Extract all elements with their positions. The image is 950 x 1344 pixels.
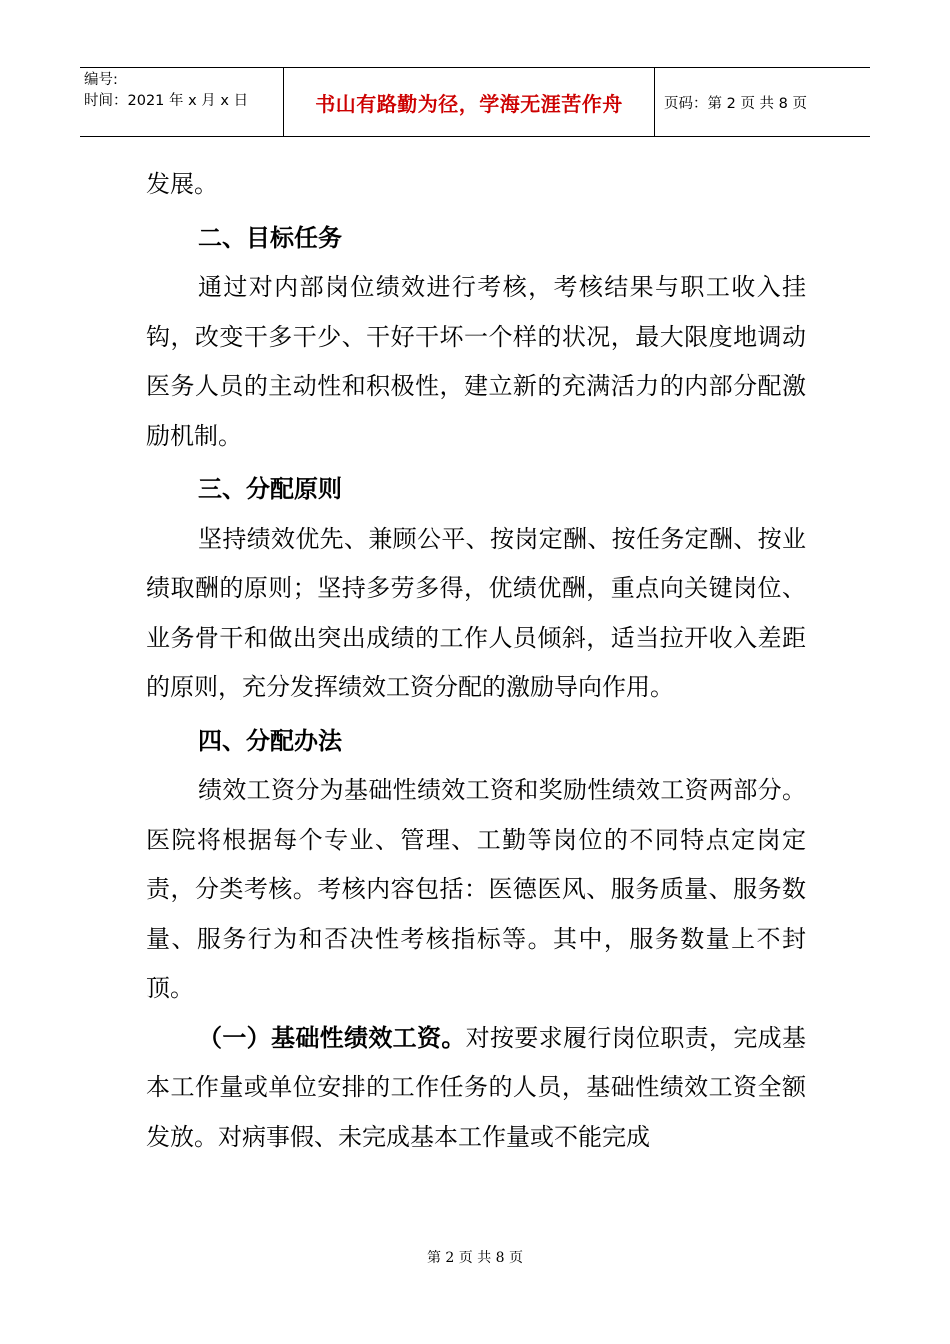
paragraph-principles: 坚持绩效优先、兼顾公平、按岗定酬、按任务定酬、按业绩取酬的原则；坚持多劳多得，优绩优酬，重点向关键岗位、业务骨干和做出突出成绩的工作人员倾斜，适当拉开收入差距的原则，充分发挥绩效工资分配的激励导向作用。: [146, 524, 806, 701]
document-date-label: 时间：2021 年 x 月 x 日: [84, 93, 249, 109]
section-heading-methods: 四、分配办法: [198, 726, 342, 755]
document-body: [146, 160, 806, 1162]
paragraph-methods: 绩效工资分为基础性绩效工资和奖励性绩效工资两部分。医院将根据每个专业、管理、工勤等岗位的不同特点定岗定责，分类考核。考核内容包括：医德医风、服务质量、服务数量、服务行为和否决性考核指标等。其中，服务数量上不封顶。: [146, 776, 806, 1002]
page-header: [80, 67, 870, 137]
paragraph-goals: 通过对内部岗位绩效进行考核，考核结果与职工收入挂钩，改变干多干少、干好干坏一个样的状况，最大限度地调动医务人员的主动性和积极性，建立新的充满活力的内部分配激励机制。: [146, 273, 806, 450]
document-number-label: 编号:: [84, 72, 118, 88]
header-motto: 书山有路勤为径，学海无涯苦作舟: [283, 68, 655, 136]
header-page-info: 页码：第 2 页 共 8 页: [664, 95, 807, 112]
page-footer: 第 2 页 共 8 页: [426, 1250, 524, 1266]
subheading-basic-performance-pay: （一）基础性绩效工资。: [198, 1023, 466, 1052]
section-heading-principles: 三、分配原则: [198, 475, 342, 503]
paragraph-basic-performance-pay-text: 对按要求履行岗位职责，完成基本工作量或单位安排的工作任务的人员，基础性绩效工资全额发放。对病事假、未完成基本工作量或不能完成: [146, 1023, 807, 1151]
paragraph-basic-performance-pay: [146, 1014, 806, 1163]
section-heading-goals: 二、目标任务: [198, 223, 342, 252]
paragraph-continuation: 发展。: [146, 170, 218, 198]
header-meta: [80, 68, 283, 136]
